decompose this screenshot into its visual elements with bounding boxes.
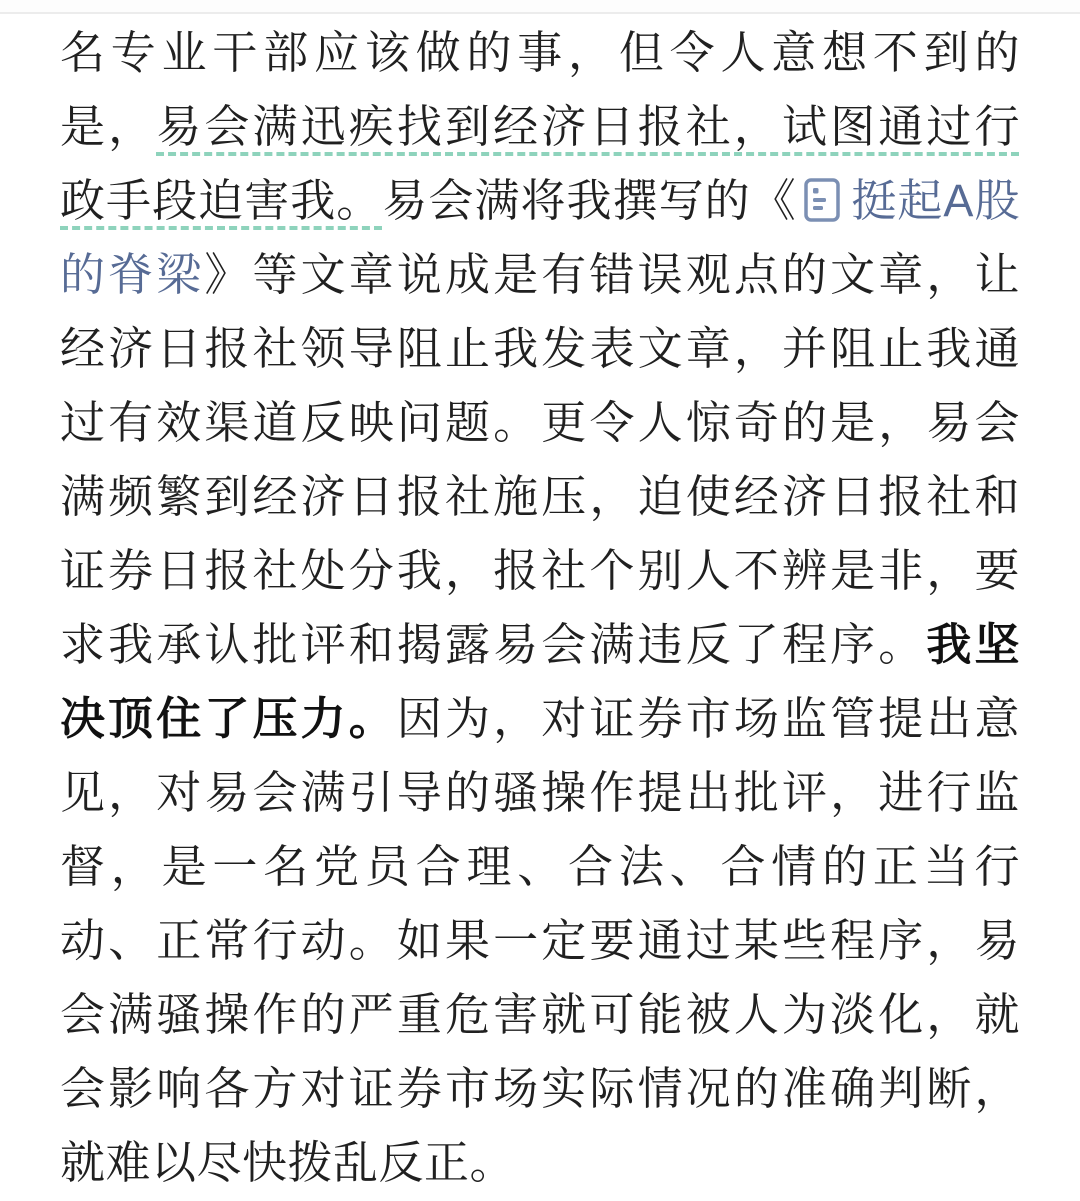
body-text: 会影响各方对证券市场实际情况的准确判断， bbox=[60, 1063, 1020, 1114]
text-line bbox=[60, 1052, 1020, 1126]
article-doc-icon bbox=[803, 177, 841, 223]
text-line bbox=[60, 830, 1020, 904]
text-line bbox=[60, 164, 1020, 238]
text-line bbox=[60, 238, 1020, 312]
underlined-text: 易会满迅疾找到经济日报社，试图通过行 bbox=[156, 101, 1020, 152]
text-line bbox=[60, 90, 1020, 164]
body-text: 求我承认批评和揭露易会满违反了程序。 bbox=[60, 619, 927, 670]
article-link[interactable]: 的脊梁 bbox=[60, 249, 205, 300]
top-strip bbox=[0, 0, 1080, 12]
top-divider bbox=[0, 12, 1080, 14]
bold-text: 决顶住了压力。 bbox=[60, 693, 397, 744]
text-line bbox=[60, 978, 1020, 1052]
body-text: 动、正常行动。如果一定要通过某些程序，易 bbox=[60, 915, 1020, 966]
body-text: 是， bbox=[60, 101, 157, 152]
body-text: 督，是一名党员合理、合法、合情的正当行 bbox=[60, 841, 1020, 892]
text-line bbox=[60, 16, 1020, 90]
body-text: 名专业干部应该做的事，但令人意想不到的 bbox=[60, 27, 1020, 78]
text-line bbox=[60, 682, 1020, 756]
body-text: 就难以尽快拨乱反正。 bbox=[60, 1137, 516, 1188]
body-text: 因为，对证券市场监管提出意 bbox=[396, 693, 1020, 744]
text-line bbox=[60, 386, 1020, 460]
body-text: 满频繁到经济日报社施压，迫使经济日报社和 bbox=[60, 471, 1020, 522]
text-line bbox=[60, 534, 1020, 608]
body-text: 》等文章说成是有错误观点的文章，让 bbox=[204, 249, 1020, 300]
bold-text: 我坚 bbox=[926, 619, 1020, 670]
body-text: 证券日报社处分我，报社个别人不辨是非，要 bbox=[60, 545, 1020, 596]
text-line bbox=[60, 904, 1020, 978]
text-line bbox=[60, 460, 1020, 534]
body-text: 经济日报社领导阻止我发表文章，并阻止我通 bbox=[60, 323, 1020, 374]
article-link[interactable]: 挺起A股 bbox=[797, 175, 1020, 226]
text-line bbox=[60, 312, 1020, 386]
text-line bbox=[60, 1126, 1020, 1200]
body-text: 会满骚操作的严重危害就可能被人为淡化，就 bbox=[60, 989, 1020, 1040]
body-text: 过有效渠道反映问题。更令人惊奇的是，易会 bbox=[60, 397, 1020, 448]
underlined-text: 政手段迫害我。 bbox=[60, 175, 383, 226]
body-text: 易会满将我撰写的《 bbox=[382, 175, 797, 226]
body-text: 见，对易会满引导的骚操作提出批评，进行监 bbox=[60, 767, 1020, 818]
text-line bbox=[60, 608, 1020, 682]
article-body bbox=[60, 16, 1020, 1200]
text-line bbox=[60, 756, 1020, 830]
